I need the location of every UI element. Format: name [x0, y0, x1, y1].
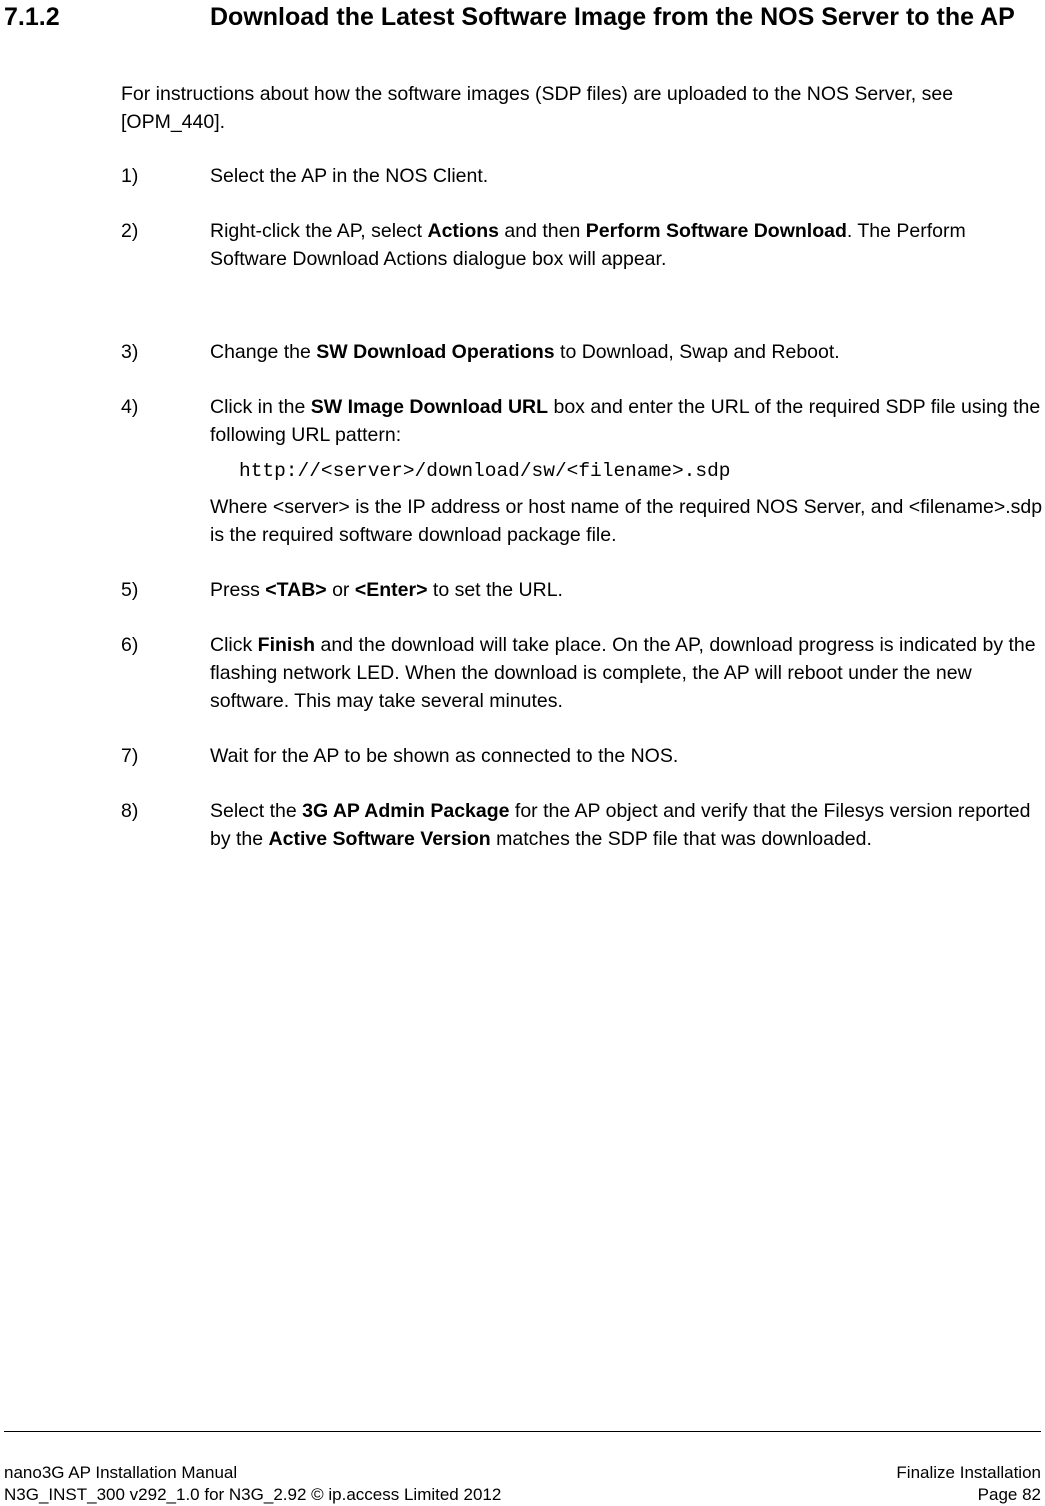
step-text: Click Finish and the download will take place. On the AP, download progress is indicated by the flashing network LED. When the download is complete, the AP will reboot under the new software. This may take several minutes.	[210, 634, 1036, 712]
step-text: Wait for the AP to be shown as connected to the NOS.	[210, 745, 679, 767]
step-text: Right-click the AP, select Actions and then Perform Software Download. The Perform Software Download Actions dialogue box will appear.	[210, 220, 966, 270]
step-number: 7)	[121, 745, 139, 767]
step-6	[121, 631, 1045, 715]
ui-term-sw-download-operations: SW Download Operations	[316, 341, 555, 363]
section-heading	[4, 0, 1034, 34]
step-note: Where <server> is the IP address or host name of the required NOS Server, and <filename>.sdp is the required software download package file.	[210, 496, 1043, 546]
footer-doc-id: N3G_INST_300 v292_1.0 for N3G_2.92 © ip.access Limited 2012	[4, 1485, 502, 1504]
step-1	[121, 162, 1045, 190]
step-number: 5)	[121, 579, 139, 601]
step-2	[121, 217, 1045, 273]
section-number: 7.1.2	[4, 3, 60, 31]
ui-term-3g-ap-admin-package: 3G AP Admin Package	[302, 800, 510, 822]
ui-term-sw-image-download-url: SW Image Download URL	[310, 396, 549, 418]
step-number: 3)	[121, 341, 139, 363]
key-tab: <TAB>	[265, 579, 327, 601]
step-list	[121, 162, 1045, 880]
key-enter: <Enter>	[354, 579, 428, 601]
step-5	[121, 576, 1045, 604]
ui-term-actions: Actions	[427, 220, 500, 242]
section-title: Download the Latest Software Image from the NOS Server to the AP	[210, 3, 1015, 31]
step-8	[121, 797, 1045, 853]
step-number: 8)	[121, 800, 139, 822]
intro-paragraph: For instructions about how the software images (SDP files) are uploaded to the NOS Server, see [OPM_440].	[121, 83, 954, 133]
footer-manual-title: nano3G AP Installation Manual	[4, 1463, 238, 1482]
step-text: Click in the SW Image Download URL box and enter the URL of the required SDP file using the following URL pattern:	[210, 396, 1041, 446]
step-text: Press <TAB> or <Enter> to set the URL.	[210, 579, 563, 601]
footer-page-number: Page 82	[977, 1485, 1041, 1504]
step-4	[121, 393, 1045, 549]
step-number: 2)	[121, 220, 139, 242]
footer-line-1	[4, 1462, 1041, 1484]
step-number: 1)	[121, 165, 139, 187]
step-3	[121, 338, 1045, 366]
url-pattern-code: http://<server>/download/sw/<filename>.sdp	[239, 460, 731, 482]
step-number: 4)	[121, 396, 139, 418]
step-7	[121, 742, 1045, 770]
step-text: Select the 3G AP Admin Package for the AP object and verify that the Filesys version reported by the Active Software Version matches the SDP file that was downloaded.	[210, 800, 1031, 850]
step-text: Select the AP in the NOS Client.	[210, 165, 489, 187]
ui-term-active-software-version: Active Software Version	[268, 828, 491, 850]
footer-chapter: Finalize Installation	[896, 1463, 1041, 1482]
ui-term-finish: Finish	[257, 634, 316, 656]
step-number: 6)	[121, 634, 139, 656]
step-text: Change the SW Download Operations to Download, Swap and Reboot.	[210, 341, 840, 363]
footer-line-2	[4, 1484, 1041, 1506]
footer-divider	[4, 1431, 1041, 1432]
ui-term-perform-software-download: Perform Software Download	[585, 220, 847, 242]
